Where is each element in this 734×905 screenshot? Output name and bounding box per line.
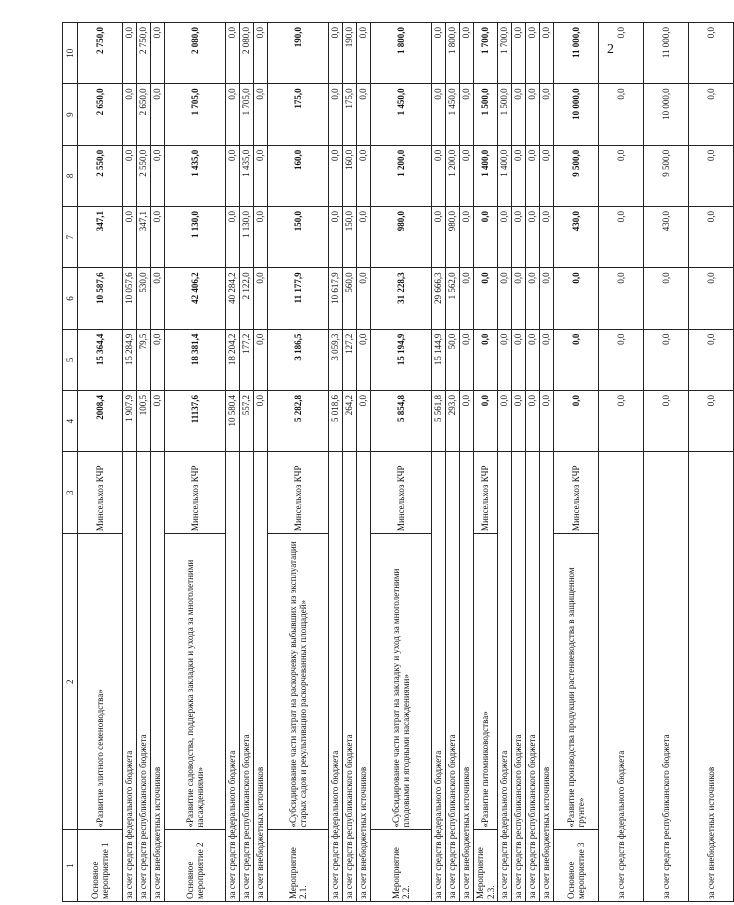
table-cell: 0,0 — [254, 207, 268, 268]
table-cell: 2 080,0 — [165, 23, 226, 84]
page-number: 2 — [607, 42, 614, 57]
table-cell: 0,0 — [151, 145, 165, 206]
table-cell: 0,0 — [357, 329, 371, 390]
column-header: 8 — [63, 145, 78, 206]
table-cell: 50,0 — [446, 329, 460, 390]
column-header: 2 — [63, 534, 78, 830]
table-cell: 175,0 — [343, 84, 357, 145]
rotated-table-container — [62, 22, 716, 902]
table-cell: за счет средств республиканского бюджета — [240, 452, 254, 902]
table-cell: 0,0 — [357, 268, 371, 329]
table-cell: 980,0 — [371, 207, 432, 268]
table-cell: 1 800,0 — [446, 23, 460, 84]
table-cell: за счет внебюджетных источников — [689, 452, 734, 902]
table-cell: 0,0 — [554, 390, 599, 451]
column-header: 4 — [63, 390, 78, 451]
table-cell: за счет внебюджетных источников — [357, 452, 371, 902]
column-header: 9 — [63, 84, 78, 145]
table-cell: 1 800,0 — [371, 23, 432, 84]
table-cell: 0,0 — [432, 23, 446, 84]
table-cell: 0,0 — [599, 207, 644, 268]
table-cell: 11 177,9 — [268, 268, 329, 329]
table-row — [240, 23, 254, 902]
table-row — [689, 23, 734, 902]
table-cell: «Развитие элитного семеноводства» — [78, 534, 123, 830]
table-row — [268, 23, 329, 902]
table-cell: 0,0 — [226, 84, 240, 145]
table-cell: 0,0 — [226, 23, 240, 84]
table-cell: 0,0 — [540, 390, 554, 451]
table-row — [599, 23, 644, 902]
table-cell: 2 750,0 — [137, 23, 151, 84]
table-cell: за счет средств республиканского бюджета — [343, 452, 357, 902]
table-cell: «Субсидирование части затрат на раскорчевку выбывших из эксплуатации старых садов и рекультивацию раскорчеванных площадей» — [268, 534, 329, 830]
table-cell: 0,0 — [226, 145, 240, 206]
table-cell: 0,0 — [474, 390, 498, 451]
table-cell: 0,0 — [512, 390, 526, 451]
table-cell: 1 400,0 — [498, 145, 512, 206]
table-row — [165, 23, 226, 902]
table-cell: 293,0 — [446, 390, 460, 451]
table-row — [371, 23, 432, 902]
table-cell: 29 666,3 — [432, 268, 446, 329]
table-cell: 1 705,0 — [165, 84, 226, 145]
table-cell: 2 122,0 — [240, 268, 254, 329]
table-row — [526, 23, 540, 902]
table-cell: 0,0 — [151, 268, 165, 329]
table-cell: 0,0 — [599, 23, 644, 84]
table-cell: 0,0 — [460, 84, 474, 145]
table-cell: 0,0 — [474, 329, 498, 390]
table-row — [78, 23, 123, 902]
column-header: 10 — [63, 23, 78, 84]
table-cell: 0,0 — [432, 84, 446, 145]
table-cell: 0,0 — [123, 145, 137, 206]
table-cell: 1 907,9 — [123, 390, 137, 451]
table-row — [226, 23, 240, 902]
table-cell: 1 700,0 — [474, 23, 498, 84]
table-cell: 18 381,4 — [165, 329, 226, 390]
table-cell: 5 282,8 — [268, 390, 329, 451]
table-cell: 79,5 — [137, 329, 151, 390]
table-cell: за счет внебюджетных источников — [540, 452, 554, 902]
table-row — [460, 23, 474, 902]
table-cell: 15 144,9 — [432, 329, 446, 390]
header-row — [63, 23, 78, 902]
table-row — [446, 23, 460, 902]
table-cell: 2 080,0 — [240, 23, 254, 84]
table-cell: 0,0 — [540, 207, 554, 268]
table-cell: 10 000,0 — [644, 84, 689, 145]
table-cell: Основное мероприятие 3 — [554, 830, 599, 902]
table-cell: 9 500,0 — [554, 145, 599, 206]
table-cell: 0,0 — [599, 84, 644, 145]
table-cell: 347,1 — [137, 207, 151, 268]
table-cell: 1 500,0 — [474, 84, 498, 145]
table-cell: 3 059,3 — [329, 329, 343, 390]
column-header: 5 — [63, 329, 78, 390]
table-cell: 18 204,2 — [226, 329, 240, 390]
table-cell: 980,0 — [446, 207, 460, 268]
table-cell: «Развитие садоводства, поддержка закладки и ухода за многолетними насаждениями» — [165, 534, 226, 830]
table-cell: 0,0 — [254, 84, 268, 145]
table-cell: «Развитие питомниководства» — [474, 534, 498, 830]
table-cell: за счет средств республиканского бюджета — [512, 452, 526, 902]
table-cell: 0,0 — [498, 268, 512, 329]
table-cell: 0,0 — [474, 268, 498, 329]
table-cell: 10 617,9 — [329, 268, 343, 329]
table-cell: 0,0 — [689, 390, 734, 451]
table-cell: за счет средств федерального бюджета — [226, 452, 240, 902]
table-cell: 0,0 — [540, 329, 554, 390]
table-cell: 0,0 — [254, 390, 268, 451]
table-cell: 0,0 — [689, 207, 734, 268]
table-cell: 15 194,9 — [371, 329, 432, 390]
table-cell: 0,0 — [254, 23, 268, 84]
table-cell: 0,0 — [599, 329, 644, 390]
table-cell: 15 284,9 — [123, 329, 137, 390]
table-cell: 0,0 — [540, 84, 554, 145]
table-cell: 0,0 — [254, 268, 268, 329]
table-cell: 0,0 — [254, 145, 268, 206]
table-cell: 1 435,0 — [165, 145, 226, 206]
table-cell: 0,0 — [599, 268, 644, 329]
table-cell: 0,0 — [644, 390, 689, 451]
table-row — [254, 23, 268, 902]
table-cell: 1 700,0 — [498, 23, 512, 84]
table-cell: 11137,6 — [165, 390, 226, 451]
table-cell: 0,0 — [689, 23, 734, 84]
table-cell: 42 406,2 — [165, 268, 226, 329]
table-cell: «Развитие производства продукции растениеводства в защищенном грунте» — [554, 534, 599, 830]
table-cell: Минсельхоз КЧР — [371, 452, 432, 534]
table-cell: 2008,4 — [78, 390, 123, 451]
table-cell: 0,0 — [526, 145, 540, 206]
table-cell: Минсельхоз КЧР — [165, 452, 226, 534]
table-cell: 0,0 — [512, 329, 526, 390]
table-cell: 0,0 — [512, 84, 526, 145]
table-cell: 0,0 — [644, 329, 689, 390]
table-cell: 0,0 — [512, 207, 526, 268]
table-cell: 11 000,0 — [554, 23, 599, 84]
table-cell: за счет средств республиканского бюджета — [526, 452, 540, 902]
table-cell: 2 550,0 — [78, 145, 123, 206]
table-cell: 160,0 — [343, 145, 357, 206]
table-cell: 0,0 — [123, 207, 137, 268]
table-row — [137, 23, 151, 902]
table-cell: 0,0 — [123, 23, 137, 84]
table-cell: 347,1 — [78, 207, 123, 268]
table-cell: 0,0 — [689, 329, 734, 390]
table-cell: 5 018,6 — [329, 390, 343, 451]
table-row — [474, 23, 498, 902]
table-cell: 0,0 — [689, 84, 734, 145]
table-cell: 0,0 — [226, 207, 240, 268]
table-cell: 190,0 — [268, 23, 329, 84]
table-row — [498, 23, 512, 902]
table-cell: 0,0 — [254, 329, 268, 390]
table-cell: 0,0 — [329, 207, 343, 268]
table-cell: за счет средств федерального бюджета — [599, 452, 644, 902]
table-cell: «Субсидирование части затрат на закладку и уход за многолетними плодовыми и ягодными насаждениями» — [371, 534, 432, 830]
table-cell: 190,0 — [343, 23, 357, 84]
table-cell: 177,2 — [240, 329, 254, 390]
table-cell: 0,0 — [151, 23, 165, 84]
table-cell: 0,0 — [460, 145, 474, 206]
table-cell: 1 200,0 — [371, 145, 432, 206]
table-cell: 40 284,2 — [226, 268, 240, 329]
table-cell: Мероприятие 2.2. — [371, 830, 432, 902]
table-cell: 1 450,0 — [371, 84, 432, 145]
table-cell: 0,0 — [460, 23, 474, 84]
table-cell: 15 364,4 — [78, 329, 123, 390]
table-cell: 9 500,0 — [644, 145, 689, 206]
table-cell: 150,0 — [343, 207, 357, 268]
table-cell: 1 562,0 — [446, 268, 460, 329]
table-cell: 1 500,0 — [498, 84, 512, 145]
table-cell: 31 228,3 — [371, 268, 432, 329]
table-cell: 1 130,0 — [165, 207, 226, 268]
table-row — [329, 23, 343, 902]
table-cell: 0,0 — [432, 145, 446, 206]
table-cell: 0,0 — [151, 329, 165, 390]
table-cell: 560,0 — [343, 268, 357, 329]
table-cell: 0,0 — [498, 329, 512, 390]
column-header: 3 — [63, 452, 78, 534]
table-cell: 0,0 — [460, 207, 474, 268]
table-row — [554, 23, 599, 902]
table-cell: 3 186,5 — [268, 329, 329, 390]
table-cell: 0,0 — [526, 23, 540, 84]
table-cell: за счет средств республиканского бюджета — [644, 452, 689, 902]
table-row — [123, 23, 137, 902]
table-cell: 2 750,0 — [78, 23, 123, 84]
table-row — [540, 23, 554, 902]
table-cell: 0,0 — [540, 23, 554, 84]
table-cell: 0,0 — [540, 268, 554, 329]
table-cell: Минсельхоз КЧР — [554, 452, 599, 534]
table-cell: 2 650,0 — [78, 84, 123, 145]
table-cell: 100,5 — [137, 390, 151, 451]
table-cell: за счет средств федерального бюджета — [329, 452, 343, 902]
table-cell: Минсельхоз КЧР — [78, 452, 123, 534]
table-cell: 0,0 — [151, 84, 165, 145]
table-cell: 1 705,0 — [240, 84, 254, 145]
table-cell: 0,0 — [432, 207, 446, 268]
table-cell: 11 000,0 — [644, 23, 689, 84]
table-cell: 0,0 — [526, 390, 540, 451]
table-cell: 2 550,0 — [137, 145, 151, 206]
table-cell: 1 450,0 — [446, 84, 460, 145]
table-cell: 0,0 — [329, 145, 343, 206]
table-cell: 0,0 — [512, 145, 526, 206]
table-cell: 5 854,8 — [371, 390, 432, 451]
table-cell: 10 587,6 — [78, 268, 123, 329]
table-cell: 557,2 — [240, 390, 254, 451]
table-cell: за счет внебюджетных источников — [254, 452, 268, 902]
table-cell: 1 435,0 — [240, 145, 254, 206]
table-cell: 0,0 — [357, 390, 371, 451]
table-cell: 0,0 — [689, 145, 734, 206]
table-cell: 0,0 — [689, 268, 734, 329]
table-cell: 0,0 — [357, 23, 371, 84]
table-cell: 0,0 — [599, 390, 644, 451]
table-row — [151, 23, 165, 902]
table-cell: 0,0 — [554, 329, 599, 390]
table-cell: 430,0 — [554, 207, 599, 268]
table-cell: 0,0 — [526, 329, 540, 390]
table-cell: за счет средств республиканского бюджета — [446, 452, 460, 902]
table-cell: 1 130,0 — [240, 207, 254, 268]
budget-table — [62, 22, 734, 902]
table-row — [644, 23, 689, 902]
table-cell: 0,0 — [460, 329, 474, 390]
table-cell: 175,0 — [268, 84, 329, 145]
table-cell: за счет средств республиканского бюджета — [137, 452, 151, 902]
table-cell: Основное мероприятие 1 — [78, 830, 123, 902]
table-cell: 0,0 — [599, 145, 644, 206]
column-header: 6 — [63, 268, 78, 329]
table-body — [78, 23, 734, 902]
table-cell: за счет внебюджетных источников — [460, 452, 474, 902]
table-cell: 1 400,0 — [474, 145, 498, 206]
table-cell: Мероприятие 2.1. — [268, 830, 329, 902]
column-header: 7 — [63, 207, 78, 268]
table-cell: за счет средств федерального бюджета — [432, 452, 446, 902]
table-cell: 0,0 — [329, 23, 343, 84]
table-cell: 0,0 — [151, 390, 165, 451]
table-cell: 0,0 — [526, 84, 540, 145]
table-cell: 0,0 — [554, 268, 599, 329]
table-row — [432, 23, 446, 902]
table-cell: 150,0 — [268, 207, 329, 268]
table-cell: за счет средств федерального бюджета — [498, 452, 512, 902]
table-cell: 0,0 — [512, 23, 526, 84]
table-cell: 0,0 — [329, 84, 343, 145]
table-cell: 2 650,0 — [137, 84, 151, 145]
table-cell: 430,0 — [644, 207, 689, 268]
table-cell: 0,0 — [123, 84, 137, 145]
table-cell: 264,2 — [343, 390, 357, 451]
table-cell: 0,0 — [151, 207, 165, 268]
table-cell: 530,0 — [137, 268, 151, 329]
table-cell: 5 561,8 — [432, 390, 446, 451]
table-cell: 160,0 — [268, 145, 329, 206]
table-cell: 1 200,0 — [446, 145, 460, 206]
table-cell: 0,0 — [357, 145, 371, 206]
table-cell: 0,0 — [474, 207, 498, 268]
table-cell: Основное мероприятие 2 — [165, 830, 226, 902]
table-cell: 0,0 — [512, 268, 526, 329]
table-cell: 10 057,6 — [123, 268, 137, 329]
table-cell: 0,0 — [498, 207, 512, 268]
table-cell: 0,0 — [498, 390, 512, 451]
table-cell: 10 580,4 — [226, 390, 240, 451]
table-cell: 0,0 — [526, 207, 540, 268]
table-row — [357, 23, 371, 902]
table-cell: Мероприятие 2.3. — [474, 830, 498, 902]
table-cell: 0,0 — [644, 268, 689, 329]
table-cell: 0,0 — [540, 145, 554, 206]
table-cell: за счет внебюджетных источников — [151, 452, 165, 902]
table-row — [512, 23, 526, 902]
table-cell: Минсельхоз КЧР — [268, 452, 329, 534]
table-cell: 0,0 — [357, 207, 371, 268]
table-cell: 0,0 — [460, 268, 474, 329]
table-row — [343, 23, 357, 902]
table-cell: 127,2 — [343, 329, 357, 390]
table-cell: Минсельхоз КЧР — [474, 452, 498, 534]
table-cell: 0,0 — [526, 268, 540, 329]
table-cell: 10 000,0 — [554, 84, 599, 145]
table-cell: за счет средств федерального бюджета — [123, 452, 137, 902]
table-cell: 0,0 — [357, 84, 371, 145]
column-header: 1 — [63, 830, 78, 902]
table-cell: 0,0 — [460, 390, 474, 451]
